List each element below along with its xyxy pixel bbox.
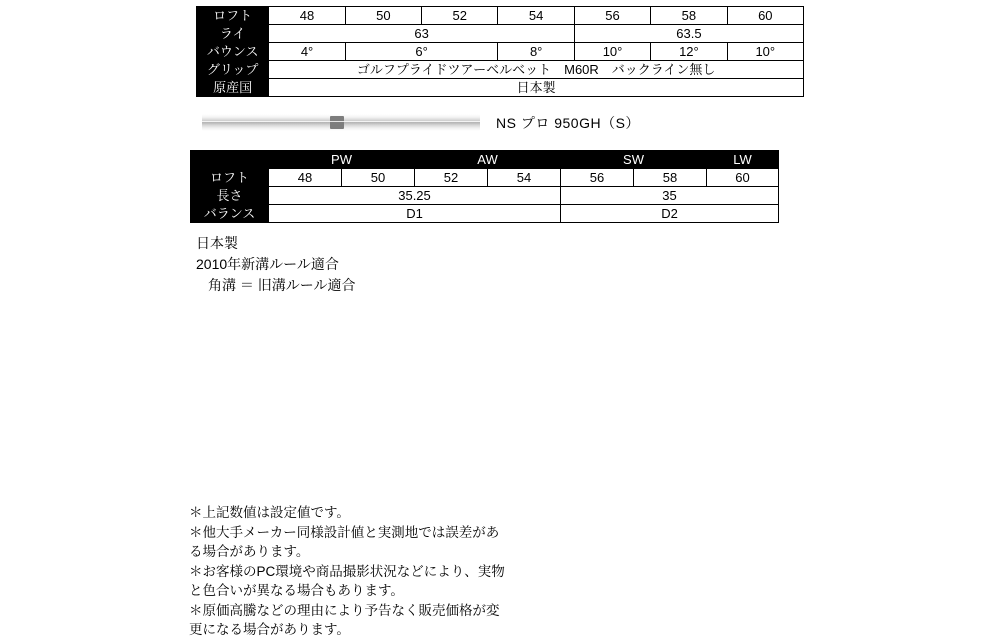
header-aw: AW [415, 151, 561, 169]
table-row [197, 7, 804, 25]
cell-loft-4: 54 [498, 7, 574, 25]
spec-table-length-balance [190, 150, 779, 223]
note-groove-rule-2010: 2010年新溝ルール適合 [196, 256, 339, 272]
cell-loft-6: 58 [651, 7, 727, 25]
notes-block [196, 233, 356, 296]
disclaimer-item-1: ＊上記数値は設定値です。 [189, 505, 350, 520]
disclaimer-item-4: ＊原価高騰などの理由により予告なく販売価格が変更になる場合があります。 [189, 602, 500, 637]
table-row [197, 61, 804, 79]
shaft-section [190, 108, 810, 140]
cell-origin-value: 日本製 [269, 79, 804, 97]
cell-bounce-2: 6° [345, 43, 498, 61]
cell-loft-5: 56 [574, 7, 650, 25]
header-pw: PW [269, 151, 415, 169]
steel-shaft-illustration [202, 114, 480, 131]
cell2-balance-1: D1 [269, 205, 561, 223]
cell2-loft-2: 50 [342, 169, 415, 187]
table-row [197, 43, 804, 61]
row-label-loft: ロフト [197, 7, 269, 25]
header-spacer [191, 151, 269, 169]
row-label-lie: ライ [197, 25, 269, 43]
table-row [191, 169, 779, 187]
note-made-in-japan: 日本製 [196, 235, 238, 251]
shaft-label: NS プロ 950GH（S） [496, 115, 640, 131]
note-square-groove-rule: 角溝 ＝ 旧溝ルール適合 [208, 277, 356, 293]
disclaimer-block [189, 503, 509, 640]
table-row [197, 79, 804, 97]
cell2-balance-2: D2 [561, 205, 779, 223]
spec-table-loft-lie-bounce [196, 6, 804, 97]
cell2-loft-6: 58 [634, 169, 707, 187]
cell2-loft-7: 60 [707, 169, 779, 187]
table-row [191, 187, 779, 205]
disclaimer-item-2: ＊他大手メーカー同様設計値と実測地では誤差がある場合があります。 [189, 524, 500, 559]
table-row [191, 205, 779, 223]
header-lw: LW [707, 151, 779, 169]
disclaimer-item-3: ＊お客様のPC環境や商品撮影状況などにより、実物と色合いが異なる場合もあります。 [189, 563, 505, 598]
header-sw: SW [561, 151, 707, 169]
cell-lie-2: 63.5 [574, 25, 803, 43]
cell-bounce-5: 12° [651, 43, 727, 61]
cell-loft-3: 52 [422, 7, 498, 25]
cell-loft-2: 50 [345, 7, 421, 25]
cell2-loft-4: 54 [488, 169, 561, 187]
row-label-loft-2: ロフト [191, 169, 269, 187]
cell-bounce-3: 8° [498, 43, 574, 61]
cell2-loft-5: 56 [561, 169, 634, 187]
cell-bounce-6: 10° [727, 43, 803, 61]
table-row [197, 25, 804, 43]
cell2-length-1: 35.25 [269, 187, 561, 205]
row-label-origin: 原産国 [197, 79, 269, 97]
row-label-bounce: バウンス [197, 43, 269, 61]
cell2-length-2: 35 [561, 187, 779, 205]
row-label-length: 長さ [191, 187, 269, 205]
cell-loft-7: 60 [727, 7, 803, 25]
cell-grip-value: ゴルフプライドツアーベルベット M60R バックライン無し [269, 61, 804, 79]
row-label-grip: グリップ [197, 61, 269, 79]
cell2-loft-3: 52 [415, 169, 488, 187]
cell-bounce-1: 4° [269, 43, 345, 61]
cell-bounce-4: 10° [574, 43, 650, 61]
cell2-loft-1: 48 [269, 169, 342, 187]
row-label-balance: バランス [191, 205, 269, 223]
cell-lie-1: 63 [269, 25, 575, 43]
cell-loft-1: 48 [269, 7, 345, 25]
table-header-row [191, 151, 779, 169]
